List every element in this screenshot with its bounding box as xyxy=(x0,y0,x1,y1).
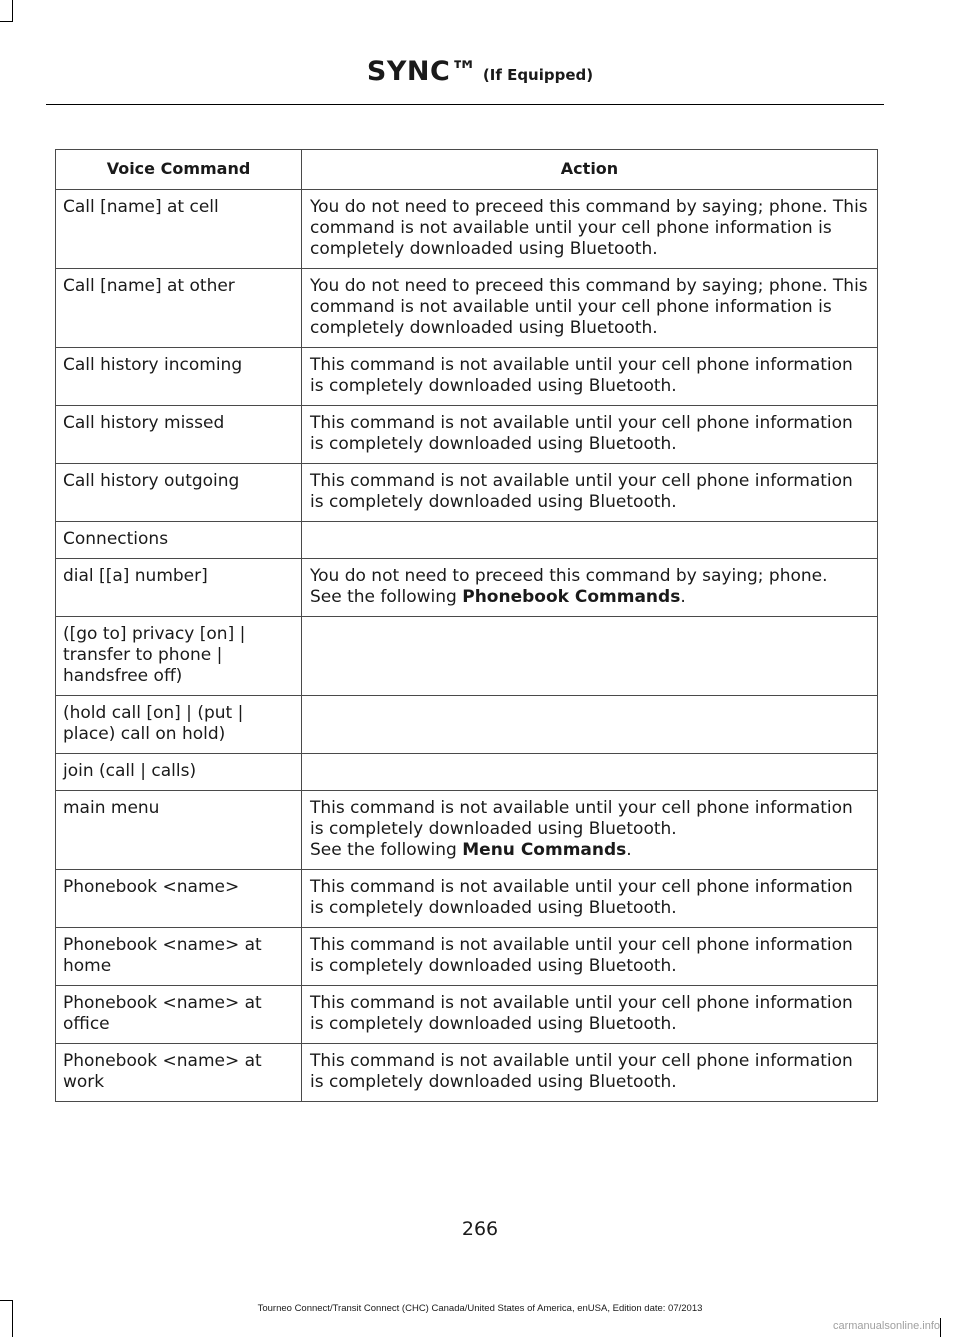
voice-command-cell: Phonebook <name> xyxy=(56,870,302,928)
column-header: Action xyxy=(302,150,878,190)
see-suffix: . xyxy=(626,840,632,860)
voice-command-table xyxy=(55,149,878,1102)
crop-mark xyxy=(12,0,13,22)
voice-command-cell: Call [name] at cell xyxy=(56,190,302,269)
action-cell xyxy=(302,348,878,406)
action-text: This command is not available until your cell phone information is completely downloaded using Bluetooth. xyxy=(310,798,853,839)
action-cell xyxy=(302,754,878,791)
watermark: carmanualsonline.info xyxy=(832,1320,940,1332)
action-cell xyxy=(302,986,878,1044)
table-row xyxy=(56,870,878,928)
action-cell xyxy=(302,559,878,617)
action-text: You do not need to preceed this command by saying; phone. This command is not available until your cell phone information is completely downloaded using Bluetooth. xyxy=(310,197,868,259)
action-text: This command is not available until your cell phone information is completely downloaded using Bluetooth. xyxy=(310,355,853,396)
voice-command-cell: Phonebook <name> at office xyxy=(56,986,302,1044)
voice-command-cell: Call [name] at other xyxy=(56,269,302,348)
table-row xyxy=(56,986,878,1044)
see-prefix: See the following xyxy=(310,840,463,860)
action-cell xyxy=(302,406,878,464)
voice-command-cell: Call history outgoing xyxy=(56,464,302,522)
cross-reference: Menu Commands xyxy=(462,840,627,860)
action-cell xyxy=(302,791,878,870)
voice-command-cell: Call history missed xyxy=(56,406,302,464)
see-suffix: . xyxy=(680,587,686,607)
voice-command-cell: (hold call [on] | (put | place) call on hold) xyxy=(56,696,302,754)
voice-command-cell: dial [[a] number] xyxy=(56,559,302,617)
action-text: This command is not available until your cell phone information is completely downloaded using Bluetooth. xyxy=(310,471,853,512)
voice-command-cell: main menu xyxy=(56,791,302,870)
voice-command-cell: Call history incoming xyxy=(56,348,302,406)
table-row xyxy=(56,406,878,464)
voice-command-cell: Phonebook <name> at home xyxy=(56,928,302,986)
crop-mark xyxy=(940,1318,941,1337)
action-text: You do not need to preceed this command by saying; phone. xyxy=(310,566,828,586)
voice-command-cell: join (call | calls) xyxy=(56,754,302,791)
action-cell xyxy=(302,269,878,348)
page-subtitle: (If Equipped) xyxy=(482,66,594,84)
table-row xyxy=(56,559,878,617)
table-row xyxy=(56,348,878,406)
action-text: This command is not available until your cell phone information is completely downloaded using Bluetooth. xyxy=(310,935,853,976)
table-row xyxy=(56,791,878,870)
voice-command-cell: ([go to] privacy [on] | transfer to phone | handsfree off) xyxy=(56,617,302,696)
page-number: 266 xyxy=(461,1218,499,1240)
voice-command-cell: Connections xyxy=(56,522,302,559)
table-row xyxy=(56,522,878,559)
action-text: This command is not available until your cell phone information is completely downloaded using Bluetooth. xyxy=(310,1051,853,1092)
action-cell xyxy=(302,928,878,986)
action-cell xyxy=(302,464,878,522)
table-row xyxy=(56,269,878,348)
table-row xyxy=(56,754,878,791)
action-cell xyxy=(302,870,878,928)
page-title: SYNC™ xyxy=(366,56,478,87)
action-cell xyxy=(302,617,878,696)
table-row xyxy=(56,617,878,696)
table-row xyxy=(56,464,878,522)
crop-mark xyxy=(0,21,13,22)
table-row xyxy=(56,190,878,269)
action-cell xyxy=(302,522,878,559)
column-header: Voice Command xyxy=(56,150,302,190)
action-cell xyxy=(302,696,878,754)
voice-command-cell: Phonebook <name> at work xyxy=(56,1044,302,1102)
action-text: This command is not available until your cell phone information is completely downloaded using Bluetooth. xyxy=(310,877,853,918)
action-cell xyxy=(302,1044,878,1102)
action-text: This command is not available until your cell phone information is completely downloaded using Bluetooth. xyxy=(310,413,853,454)
footer-text: Tourneo Connect/Transit Connect (CHC) Canada/United States of America, enUSA, Edition date: 07/2013 xyxy=(257,1303,703,1314)
header-rule xyxy=(46,104,884,105)
table-row xyxy=(56,1044,878,1102)
action-text: This command is not available until your cell phone information is completely downloaded using Bluetooth. xyxy=(310,993,853,1034)
action-cell xyxy=(302,190,878,269)
table-row xyxy=(56,696,878,754)
page-header xyxy=(0,56,960,87)
see-prefix: See the following xyxy=(310,587,463,607)
table-row xyxy=(56,928,878,986)
cross-reference: Phonebook Commands xyxy=(462,587,681,607)
action-text: You do not need to preceed this command by saying; phone. This command is not available until your cell phone information is completely downloaded using Bluetooth. xyxy=(310,276,868,338)
table-header-row xyxy=(56,150,878,190)
crop-mark xyxy=(0,1300,13,1301)
